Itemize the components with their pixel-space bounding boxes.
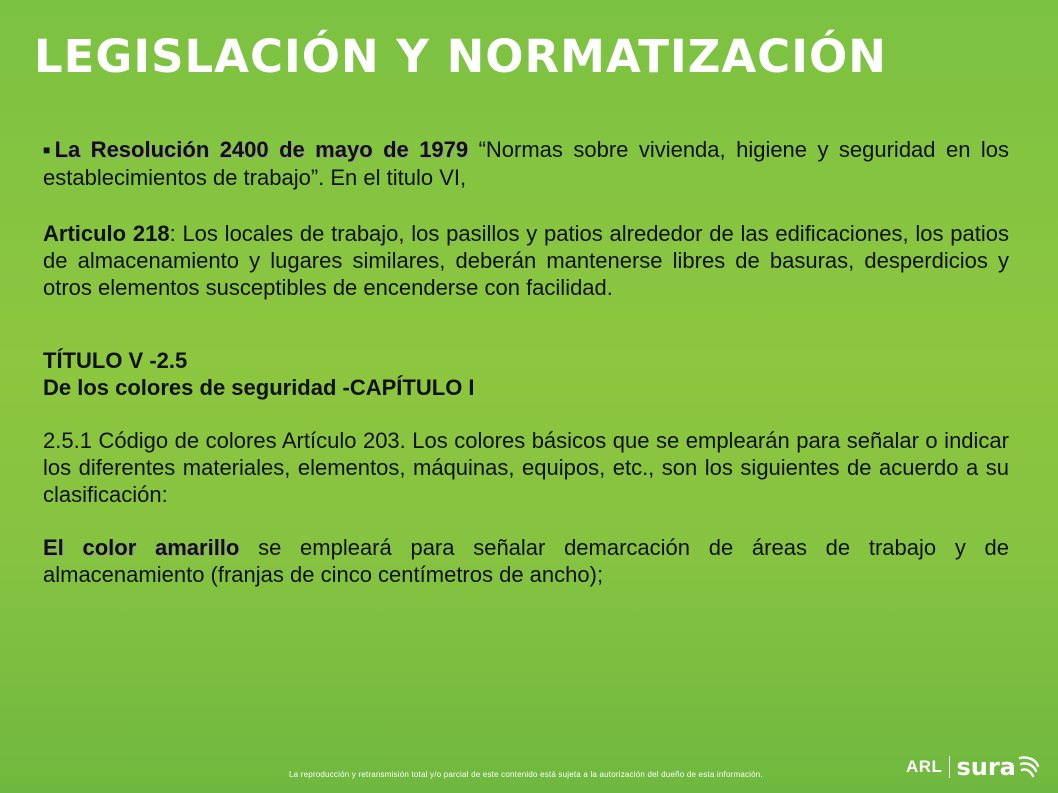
title-v-paragraph xyxy=(43,347,1009,401)
title-v-heading: TÍTULO V -2.5 xyxy=(43,348,188,373)
article-218-heading: Articulo 218 xyxy=(43,221,170,246)
yellow-color-paragraph xyxy=(43,534,1009,588)
bullet-icon: ■ xyxy=(43,143,55,157)
resolution-text: “Normas sobre vivienda, higiene y seguridad en los establecimientos de trabajo”. En el titulo VI, xyxy=(43,137,1009,190)
yellow-color-heading: El color amarillo xyxy=(43,535,240,560)
resolution-heading: La Resolución 2400 de mayo de 1979 xyxy=(54,137,469,162)
brand-arl: ARL xyxy=(906,757,943,776)
color-code-paragraph: 2.5.1 Código de colores Artículo 203. Los colores básicos que se emplearán para señalar o indicar los diferentes materiales, elementos, máquinas, equipos, etc., son los siguientes de acuerdo a su clasificación: xyxy=(43,428,1009,507)
brand-name: sura xyxy=(956,753,1016,781)
article-218-text: : Los locales de trabajo, los pasillos y patios alrededor de las edificaciones, los patios de almacenamiento y lugares similares, deberán mantenerse libres de basuras, desperdicios y otros elementos susceptibles de encenderse con facilidad. xyxy=(43,221,1009,300)
article-218-paragraph xyxy=(43,220,1009,301)
slide-body xyxy=(43,136,1009,588)
slide-title: LEGISLACIÓN Y NORMATIZACIÓN xyxy=(34,30,887,83)
brand-divider xyxy=(949,756,950,778)
safety-colors-heading: De los colores de seguridad -CAPÍTULO I xyxy=(43,375,475,400)
copyright-notice: La reproducción y retransmisión total y/o parcial de este contenido está sujeta a la autorización del dueño de esta información. xyxy=(289,770,763,779)
sura-swoosh-icon xyxy=(1018,754,1040,780)
resolution-paragraph xyxy=(43,136,1009,191)
sura-logo xyxy=(906,752,1040,782)
yellow-color-text: se empleará para señalar demarcación de áreas de trabajo y de almacenamiento (franjas de cinco centímetros de ancho); xyxy=(43,535,1009,587)
